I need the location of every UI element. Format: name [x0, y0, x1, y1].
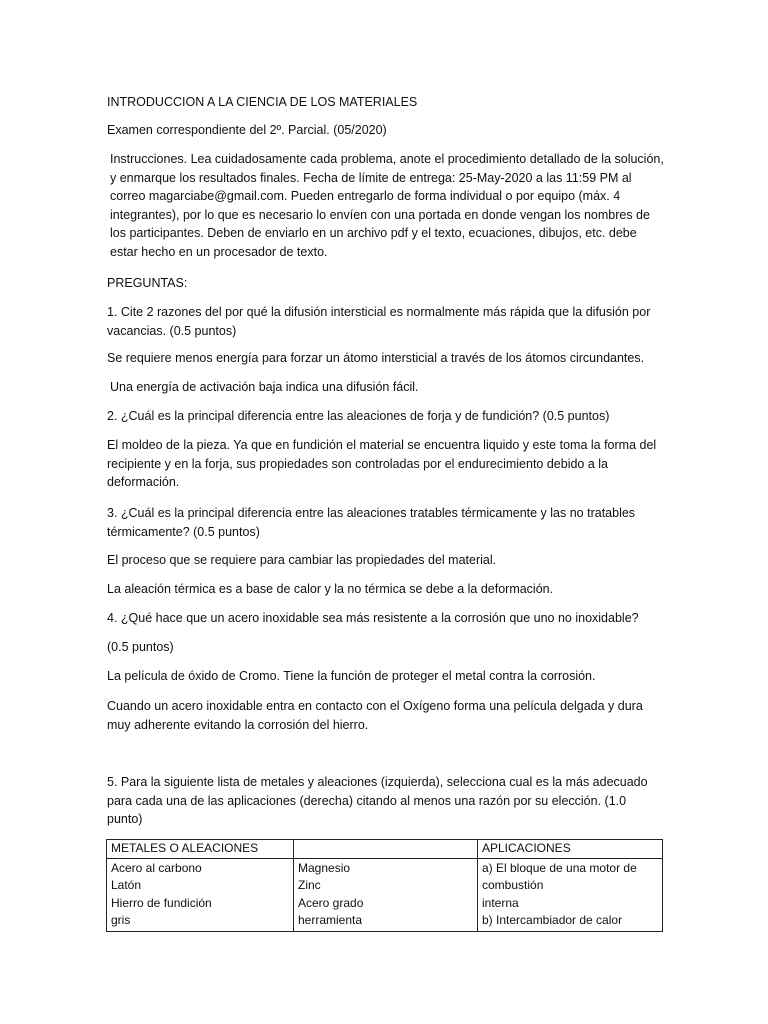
answer-3-line-2: La aleación térmica es a base de calor y la no térmica se debe a la deformación.: [107, 582, 554, 596]
instructions-paragraph: Instrucciones. Lea cuidadosamente cada problema, anote el procedimiento detallado de la solución, y enmarque los resultados finales. Fecha de límite de entrega: 25-May-2020 a las 11:59 PM al correo magarciabe@gmail.com. Pueden entregarlo de forma individual o por equipo (máx. 4 integrantes), por lo que es necesario lo envíen con una portada en donde vengan los nombres de los participantes. Deben de enviarlo en un archivo pdf y el texto, ecuaciones, dibujos, etc. debe estar hecho en un procesador de texto.: [110, 152, 664, 259]
answer-1-line-1: Se requiere menos energía para forzar un átomo intersticial a través de los átomos circundantes.: [107, 351, 645, 365]
header-aplicaciones: APLICACIONES: [478, 840, 663, 859]
list-item: Zinc: [298, 878, 321, 892]
document-title: INTRODUCCION A LA CIENCIA DE LOS MATERIALES: [107, 95, 418, 109]
exam-line: Examen correspondiente del 2º. Parcial. (05/2020): [107, 123, 387, 137]
list-item: a) El bloque de una motor de: [482, 860, 637, 875]
list-item: Magnesio: [298, 860, 351, 875]
question-2: 2. ¿Cuál es la principal diferencia entre las aleaciones de forja y de fundición? (0.5 puntos): [107, 409, 610, 423]
question-4-points: (0.5 puntos): [107, 640, 174, 654]
answer-4-line-1: La película de óxido de Cromo. Tiene la función de proteger el metal contra la corrosión.: [107, 669, 596, 683]
metals-column-1: [107, 858, 294, 931]
header-metales: METALES O ALEACIONES: [107, 840, 294, 859]
applications-column: [478, 858, 663, 931]
header-blank: [294, 840, 478, 859]
table-body-row: [107, 858, 663, 931]
table-header-row: [107, 840, 663, 859]
metals-applications-table: [106, 839, 663, 932]
preguntas-heading: PREGUNTAS:: [107, 276, 188, 290]
list-item: Latón: [111, 878, 142, 892]
list-item: interna: [482, 895, 519, 910]
list-item: gris: [111, 913, 131, 927]
question-3: 3. ¿Cuál es la principal diferencia entre las aleaciones tratables térmicamente y las no tratables térmicamente? (0.5 puntos): [107, 506, 636, 539]
list-item: Acero al carbono: [111, 860, 202, 875]
answer-3-line-1: El proceso que se requiere para cambiar las propiedades del material.: [107, 553, 497, 567]
list-item: Acero grado: [298, 895, 364, 910]
list-item: combustión: [482, 878, 544, 892]
question-1: 1. Cite 2 razones del por qué la difusión intersticial es normalmente más rápida que la difusión por vacancias. (0.5 puntos): [107, 305, 651, 338]
list-item: b) Intercambiador de calor: [482, 913, 623, 927]
answer-2: El moldeo de la pieza. Ya que en fundición el material se encuentra liquido y este toma la forma del recipiente y en la forja, sus propiedades son controladas por el endurecimiento debido a la deformación.: [107, 438, 657, 490]
question-4: 4. ¿Qué hace que un acero inoxidable sea más resistente a la corrosión que uno no inoxidable?: [107, 611, 639, 625]
list-item: Hierro de fundición: [111, 895, 212, 910]
question-5: 5. Para la siguiente lista de metales y aleaciones (izquierda), selecciona cual es la más adecuado para cada una de las aplicaciones (derecha) citando al menos una razón por su elección. (1.0 punto): [107, 775, 648, 827]
answer-4-line-2: Cuando un acero inoxidable entra en contacto con el Oxígeno forma una película delgada y dura muy adherente evitando la corrosión del hierro.: [107, 699, 643, 732]
metals-column-2: [294, 858, 478, 931]
answer-1-line-2: Una energía de activación baja indica una difusión fácil.: [110, 380, 419, 394]
list-item: herramienta: [298, 913, 363, 927]
